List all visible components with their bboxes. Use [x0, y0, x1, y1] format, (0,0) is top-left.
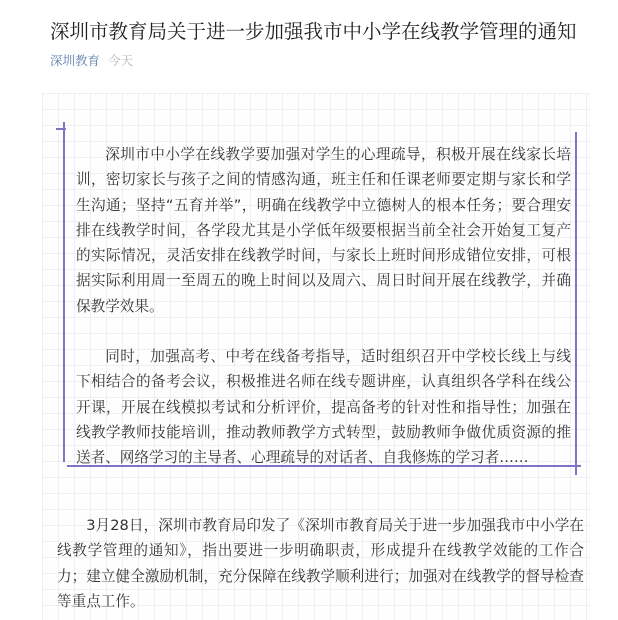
- source-link[interactable]: 深圳教育: [50, 53, 101, 68]
- article-body: [57, 513, 584, 614]
- quote-frame-right: [575, 132, 577, 475]
- article-meta: [50, 52, 133, 70]
- quote-frame-left: [63, 122, 65, 462]
- body-paragraph: 3月28日，深圳市教育局印发了《深圳市教育局关于进一步加强我市中小学在线教学管理的通知》，指出要进一步明确职责，形成提升在线教学效能的工作合力；建立健全激励机制，充分保障在线教学顺利进行；加强对在线教学的督导检查等重点工作。: [57, 517, 584, 610]
- publish-date: 今天: [108, 53, 134, 68]
- quote-paragraph: 深圳市中小学在线教学要加强对学生的心理疏导，积极开展在线家长培训，密切家长与孩子之间的情感沟通，班主任和任课老师要定期与家长和学生沟通；坚持“五育并举”，明确在线教学中立德树人的根本任务；要合理安排在线教学时间，各学段尤其是小学低年级要根据当前全社会开始复工复产的实际情况，灵活安排在线教学时间，与家长上班时间形成错位安排，可根据实际利用周一至周五的晚上时间以及周六、周日时间开展在线教学，并确保教学效果。: [76, 146, 571, 315]
- article-title: 深圳市教育局关于进一步加强我市中小学在线教学管理的通知: [50, 20, 577, 43]
- quote-block: [76, 142, 571, 471]
- quote-paragraph: 同时，加强高考、中考在线备考指导，适时组织召开中学校长线上与线下相结合的备考会议，积极推进名师在线专题讲座，认真组织各学科在线公开课，开展在线模拟考试和分析评价，提高备考的针对性和指导性；加强在线教学教师技能培训，推动教师教学方式转型，鼓励教师争做优质资源的推送者、网络学习的主导者、心理疏导的对话者、自我修炼的学习者……: [76, 348, 571, 467]
